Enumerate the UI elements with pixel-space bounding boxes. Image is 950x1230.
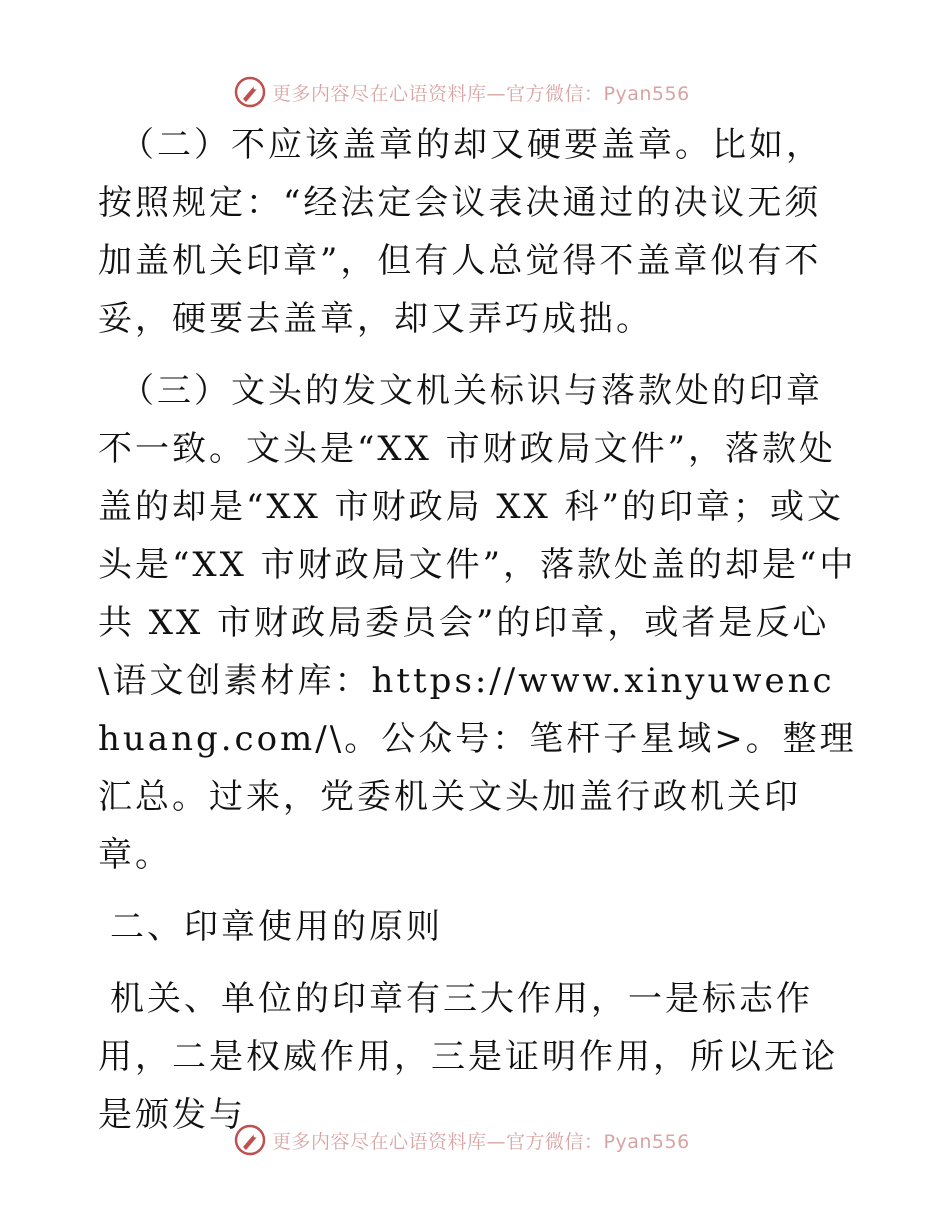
footer-watermark [234, 1120, 754, 1160]
watermark-text: 更多内容尽在心语资料库—官方微信：Pyan556 [272, 1130, 690, 1153]
closing-paragraph: 机关、单位的印章有三大作用，一是标志作用，二是权威作用，三是证明作用，所以无论是颁发与 [98, 979, 838, 1135]
paragraph-item-2: （二）不应该盖章的却又硬要盖章。比如，按照规定：“经法定会议表决通过的决议无须加盖机关印章”，但有人总觉得不盖章似有不妥，硬要去盖章，却又弄巧成拙。 [98, 125, 823, 339]
document-body [98, 116, 858, 1158]
paragraph-item-3: （三）文头的发文机关标识与落款处的印章不一致。文头是“XX 市财政局文件”，落款处盖的却是“XX 市财政局 XX 科”的印章；或文头是“XX 市财政局文件”，落款处盖的却是“中共 XX 市财政局委员会”的印章，或者是反心\语文创素材库：https://www.xinyuwenchuang.com/\。公众号：笔杆子星域>。整理汇总。过来，党委机关文头加盖行政机关印章。 [98, 371, 857, 875]
section-heading: 二、印章使用的原则 [110, 907, 443, 947]
pen-logo-icon [234, 1124, 266, 1156]
watermark-text: 更多内容尽在心语资料库—官方微信：Pyan556 [272, 82, 690, 105]
pen-logo-icon [234, 76, 266, 108]
header-watermark [234, 72, 754, 112]
